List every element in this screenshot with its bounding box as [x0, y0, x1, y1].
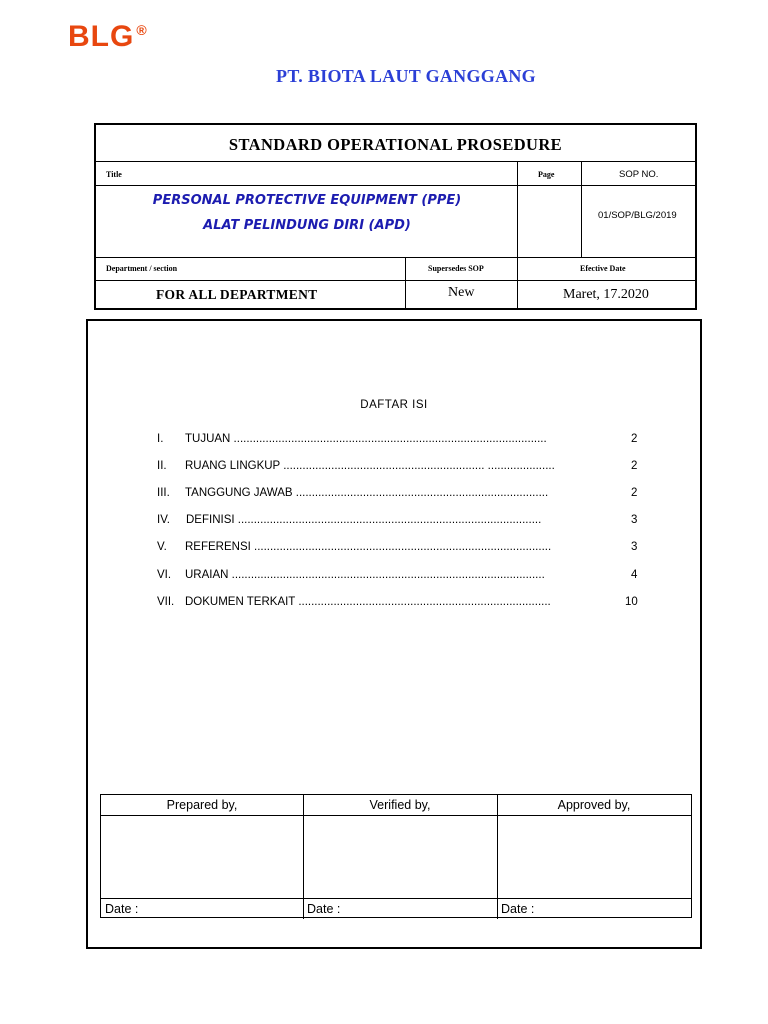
- department-value: FOR ALL DEPARTMENT: [156, 287, 318, 302]
- page-label: Page: [538, 170, 555, 179]
- toc-item-page: 3: [631, 541, 638, 553]
- toc-item-number: VI.: [157, 569, 172, 581]
- department-label: Department / section: [106, 264, 178, 273]
- approved-date-label: Date :: [501, 902, 535, 916]
- registered-mark: ®: [136, 22, 148, 38]
- divider: [96, 185, 695, 186]
- divider: [581, 161, 582, 257]
- divider: [96, 257, 695, 258]
- prepared-date-label: Date :: [105, 902, 139, 916]
- divider: [517, 161, 518, 257]
- sop-header-title: STANDARD OPERATIONAL PROSEDURE: [96, 125, 695, 162]
- toc-item-number: I.: [157, 433, 164, 445]
- divider: [101, 815, 691, 816]
- approved-by-label: Approved by,: [557, 798, 631, 812]
- toc-item-title: RUANG LINGKUP ............................................................... .....................: [185, 460, 555, 472]
- effective-date-label: Efective Date: [580, 264, 626, 273]
- toc-item-number: VII.: [157, 596, 175, 608]
- company-logo: [68, 20, 148, 54]
- supersedes-label: Supersedes SOP: [428, 264, 484, 273]
- title-label: Title: [106, 170, 122, 179]
- verified-date-label: Date :: [307, 902, 341, 916]
- divider: [517, 257, 518, 308]
- toc-item-page: 10: [625, 596, 638, 608]
- doc-title-line1: PERSONAL PROTECTIVE EQUIPMENT (PPE): [152, 193, 462, 208]
- toc-item-title: DEFINISI ...............................................................................................: [186, 514, 542, 526]
- effective-date-value: Maret, 17.2020: [563, 287, 649, 302]
- company-name: PT. BIOTA LAUT GANGGANG: [276, 66, 536, 86]
- sop-no-label: SOP NO.: [619, 169, 659, 180]
- toc-item-page: 2: [631, 460, 638, 472]
- logo-text: BLG: [68, 20, 135, 53]
- supersedes-value: New: [448, 285, 475, 300]
- signature-table: [100, 794, 692, 918]
- toc-item-page: 2: [631, 433, 638, 445]
- sop-number: 01/SOP/BLG/2019: [598, 210, 677, 221]
- divider: [96, 280, 695, 281]
- toc-item-title: URAIAN ..................................................................................................: [185, 569, 545, 581]
- toc-item-number: IV.: [157, 514, 171, 526]
- divider: [405, 257, 406, 308]
- verified-by-label: Verified by,: [369, 798, 431, 812]
- toc-item-page: 4: [631, 569, 638, 581]
- toc-item-title: TUJUAN ..................................................................................................: [185, 433, 547, 445]
- sop-header-table: [94, 123, 697, 310]
- toc-item-page: 2: [631, 487, 638, 499]
- toc-item-number: II.: [157, 460, 167, 472]
- toc-item-title: TANGGUNG JAWAB ...............................................................................: [185, 487, 549, 499]
- toc-item-title: DOKUMEN TERKAIT ...............................................................................: [185, 596, 551, 608]
- toc-heading: DAFTAR ISI: [360, 399, 428, 411]
- doc-title-line2: ALAT PELINDUNG DIRI (APD): [203, 218, 411, 233]
- toc-item-number: V.: [157, 541, 167, 553]
- prepared-by-label: Prepared by,: [166, 798, 238, 812]
- toc-item-title: REFERENSI .............................................................................................: [185, 541, 552, 553]
- toc-item-page: 3: [631, 514, 638, 526]
- divider: [101, 898, 691, 899]
- toc-item-number: III.: [157, 487, 170, 499]
